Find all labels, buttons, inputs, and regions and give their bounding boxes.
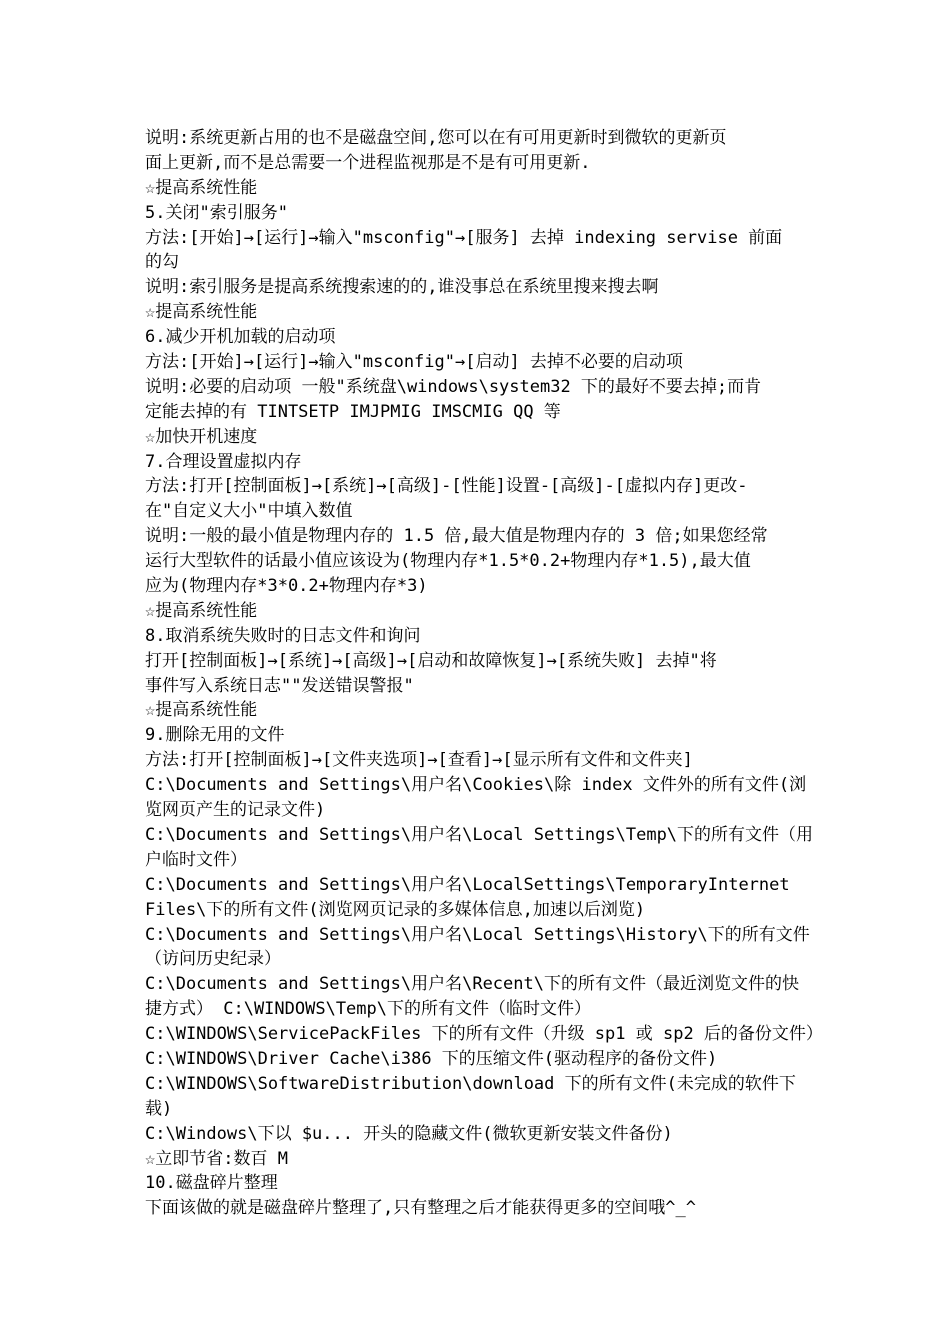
- text-line: Files\下的所有文件(浏览网页记录的多媒体信息,加速以后浏览): [145, 899, 646, 920]
- text-line: 应为(物理内存*3*0.2+物理内存*3): [145, 576, 428, 597]
- text-line: 览网页产生的记录文件): [145, 800, 326, 821]
- text-line: C:\Documents and Settings\用户名\Local Settings\History\下的所有文件: [145, 924, 810, 945]
- text-line: 面上更新,而不是总需要一个进程监视那是不是有可用更新.: [145, 152, 591, 173]
- section-tag: ☆提高系统性能: [145, 177, 258, 198]
- text-line: 说明:索引服务是提高系统搜索速的的,谁没事总在系统里搜来搜去啊: [145, 277, 659, 298]
- text-line: 打开[控制面板]→[系统]→[高级]→[启动和故障恢复]→[系统失败] 去掉"将: [145, 650, 717, 671]
- text-line: 方法:[开始]→[运行]→输入"msconfig"→[启动] 去掉不必要的启动项: [145, 352, 683, 373]
- section-heading: 7.合理设置虚拟内存: [145, 451, 302, 472]
- text-line: C:\Documents and Settings\用户名\Cookies\除 index 文件外的所有文件(浏: [145, 775, 807, 796]
- text-line: 在"自定义大小"中填入数值: [145, 501, 353, 522]
- section-tag: ☆提高系统性能: [145, 700, 258, 721]
- text-line: 定能去掉的有 TINTSETP IMJPMIG IMSCMIG QQ 等: [145, 401, 561, 422]
- text-line: 的勾: [145, 252, 179, 273]
- text-line: C:\Documents and Settings\用户名\LocalSettings\TemporaryInternet: [145, 874, 790, 895]
- text-line: 事件写入系统日志""发送错误警报": [145, 675, 414, 696]
- section-heading: 6.减少开机加载的启动项: [145, 327, 336, 348]
- text-line: 方法:打开[控制面板]→[系统]→[高级]-[性能]设置-[高级]-[虚拟内存]更改-: [145, 476, 748, 497]
- section-tag: ☆提高系统性能: [145, 302, 258, 323]
- document-body: [145, 126, 823, 1221]
- text-line: C:\WINDOWS\SoftwareDistribution\download 下的所有文件(未完成的软件下: [145, 1073, 796, 1094]
- text-line: 说明:一般的最小值是物理内存的 1.5 倍,最大值是物理内存的 3 倍;如果您经常: [145, 526, 768, 547]
- text-line: C:\Documents and Settings\用户名\Local Settings\Temp\下的所有文件（用: [145, 824, 814, 845]
- text-line: 捷方式） C:\WINDOWS\Temp\下的所有文件（临时文件）: [145, 999, 591, 1020]
- section-heading: 10.磁盘碎片整理: [145, 1173, 278, 1194]
- section-heading: 9.删除无用的文件: [145, 725, 285, 746]
- text-line: 运行大型软件的话最小值应该设为(物理内存*1.5*0.2+物理内存*1.5),最大值: [145, 551, 751, 572]
- text-line: C:\WINDOWS\ServicePackFiles 下的所有文件（升级 sp1 或 sp2 后的备份文件）: [145, 1024, 823, 1045]
- text-line: （访问历史纪录）: [145, 949, 281, 970]
- text-line: 方法:[开始]→[运行]→输入"msconfig"→[服务] 去掉 indexing servise 前面: [145, 227, 783, 248]
- text-line: 载): [145, 1098, 173, 1119]
- section-heading: 8.取消系统失败时的日志文件和询问: [145, 625, 421, 646]
- text-line: 户临时文件）: [145, 849, 247, 870]
- text-line: 方法:打开[控制面板]→[文件夹选项]→[查看]→[显示所有文件和文件夹]: [145, 750, 693, 771]
- text-line: C:\Documents and Settings\用户名\Recent\下的所有文件（最近浏览文件的快: [145, 974, 799, 995]
- text-line: 说明:系统更新占用的也不是磁盘空间,您可以在有可用更新时到微软的更新页: [145, 128, 727, 148]
- section-tag: ☆立即节省:数百 M: [145, 1148, 288, 1169]
- section-heading: 5.关闭"索引服务": [145, 202, 288, 223]
- text-line: 说明:必要的启动项 一般"系统盘\windows\system32 下的最好不要去掉;而肯: [145, 376, 762, 397]
- section-tag: ☆加快开机速度: [145, 426, 258, 447]
- section-tag: ☆提高系统性能: [145, 600, 258, 621]
- text-line: C:\WINDOWS\Driver Cache\i386 下的压缩文件(驱动程序的备份文件): [145, 1048, 718, 1069]
- text-line: 下面该做的就是磁盘碎片整理了,只有整理之后才能获得更多的空间哦^_^: [145, 1198, 696, 1219]
- text-line: C:\Windows\下以 $u... 开头的隐藏文件(微软更新安装文件备份): [145, 1123, 673, 1144]
